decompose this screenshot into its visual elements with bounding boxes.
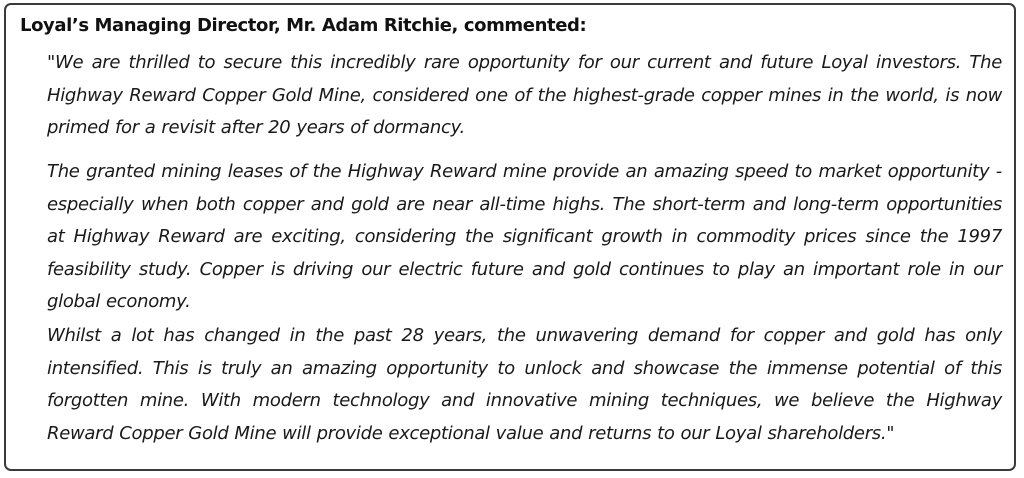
quote-paragraph-2: The granted mining leases of the Highway Reward mine provide an amazing speed to market opportunity - especially when both copper and gold are near all-time highs. The short-term and long-term opportunities at Highway Reward are exciting, considering the significant growth in commodity prices since the 1997 feasibility study. Copper is driving our electric future and gold continues to play an important role in our global economy. — [47, 161, 1002, 312]
quote-paragraph-3: Whilst a lot has changed in the past 28 years, the unwavering demand for copper and gold has only intensified. This is truly an amazing opportunity to unlock and showcase the immense potential of this forgotten mine. With modern technology and innovative mining techniques, we believe the Highway Reward Copper Gold Mine will provide exceptional value and returns to our Loyal shareholders." — [47, 325, 1002, 444]
quote-paragraph-1: "We are thrilled to secure this incredibly rare opportunity for our current and future Loyal investors. The Highway Reward Copper Gold Mine, considered one of the highest-grade copper mines in the world, is now primed for a revisit after 20 years of dormancy. — [47, 52, 1002, 138]
quote-heading: Loyal’s Managing Director, Mr. Adam Ritchie, commented: — [20, 15, 587, 36]
quote-box — [4, 3, 1016, 471]
